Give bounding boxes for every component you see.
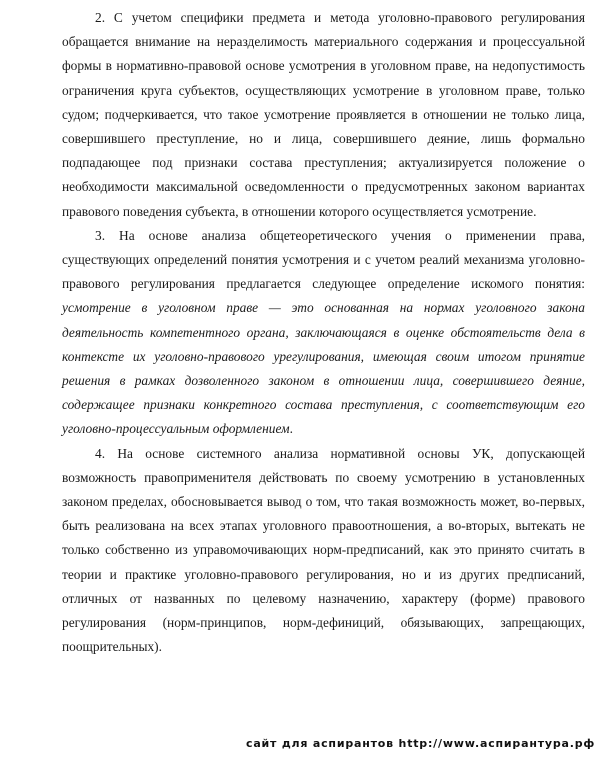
paragraph-3-text: 3. На основе анализа общетеоретического учения о применении права, существующих определений понятия усмотрения и с учетом реалий механизма уголовно-правового регулирования предлагается следующее определение искомого понятия: (62, 227, 585, 292)
paragraph-4 (62, 442, 585, 660)
paragraph-3-tail: . (289, 421, 293, 437)
definition-italic: усмотрение в уголовном праве — это основанная на нормах уголовного закона деятельность компетентного органа, заключающаяся в оценке обстоятельств дела в контексте их уголовно-правового урегулирования, имеющая своим итогом принятие решения в рамках дозволенного законом в отношении лица, совершившего деяние, содержащее признаки конкретного состава преступления, с соответствующим его уголовно-процессуальным оформлением (62, 300, 585, 437)
paragraph-2-text: 2. С учетом специфики предмета и метода уголовно-правового регулирования обращается внимание на неразделимость материального содержания и процессуальной формы в нормативно-правовой основе усмотрения в уголовном праве, на недопустимость ограничения круга субъектов, осуществляющих усмотрение в уголовном праве, только судом; подчеркивается, что такое усмотрение проявляется в отношении не только лица, совершившего преступление, но и лица, совершившего деяние, лишь формально подпадающее под признаки состава преступления; актуализируется положение о необходимости максимальной осведомленности о предусмотренных законом вариантах правового поведения субъекта, в отношении которого осуществляется усмотрение. (62, 10, 585, 219)
paragraph-2 (62, 6, 585, 224)
site-footer-watermark: сайт для аспирантов http://www.аспирантура.рф (246, 737, 596, 750)
paragraph-3 (62, 224, 585, 442)
paragraph-4-text: 4. На основе системного анализа нормативной основы УК, допускающей возможность правоприменителя действовать по своему усмотрению в установленных законом пределах, обосновывается вывод о том, что такая возможность может, во-первых, быть реализована на всех этапах уголовного правоотношения, а во-вторых, вытекать не только собственно из управомочивающих норм-предписаний, как это принято считать в теории и практике уголовно-правового регулирования, но и из других предписаний, отличных от названных по целевому назначению, характеру (форме) правового регулирования (норм-принципов, норм-дефиниций, обязывающих, запрещающих, поощрительных). (62, 445, 585, 655)
document-body (62, 6, 585, 659)
